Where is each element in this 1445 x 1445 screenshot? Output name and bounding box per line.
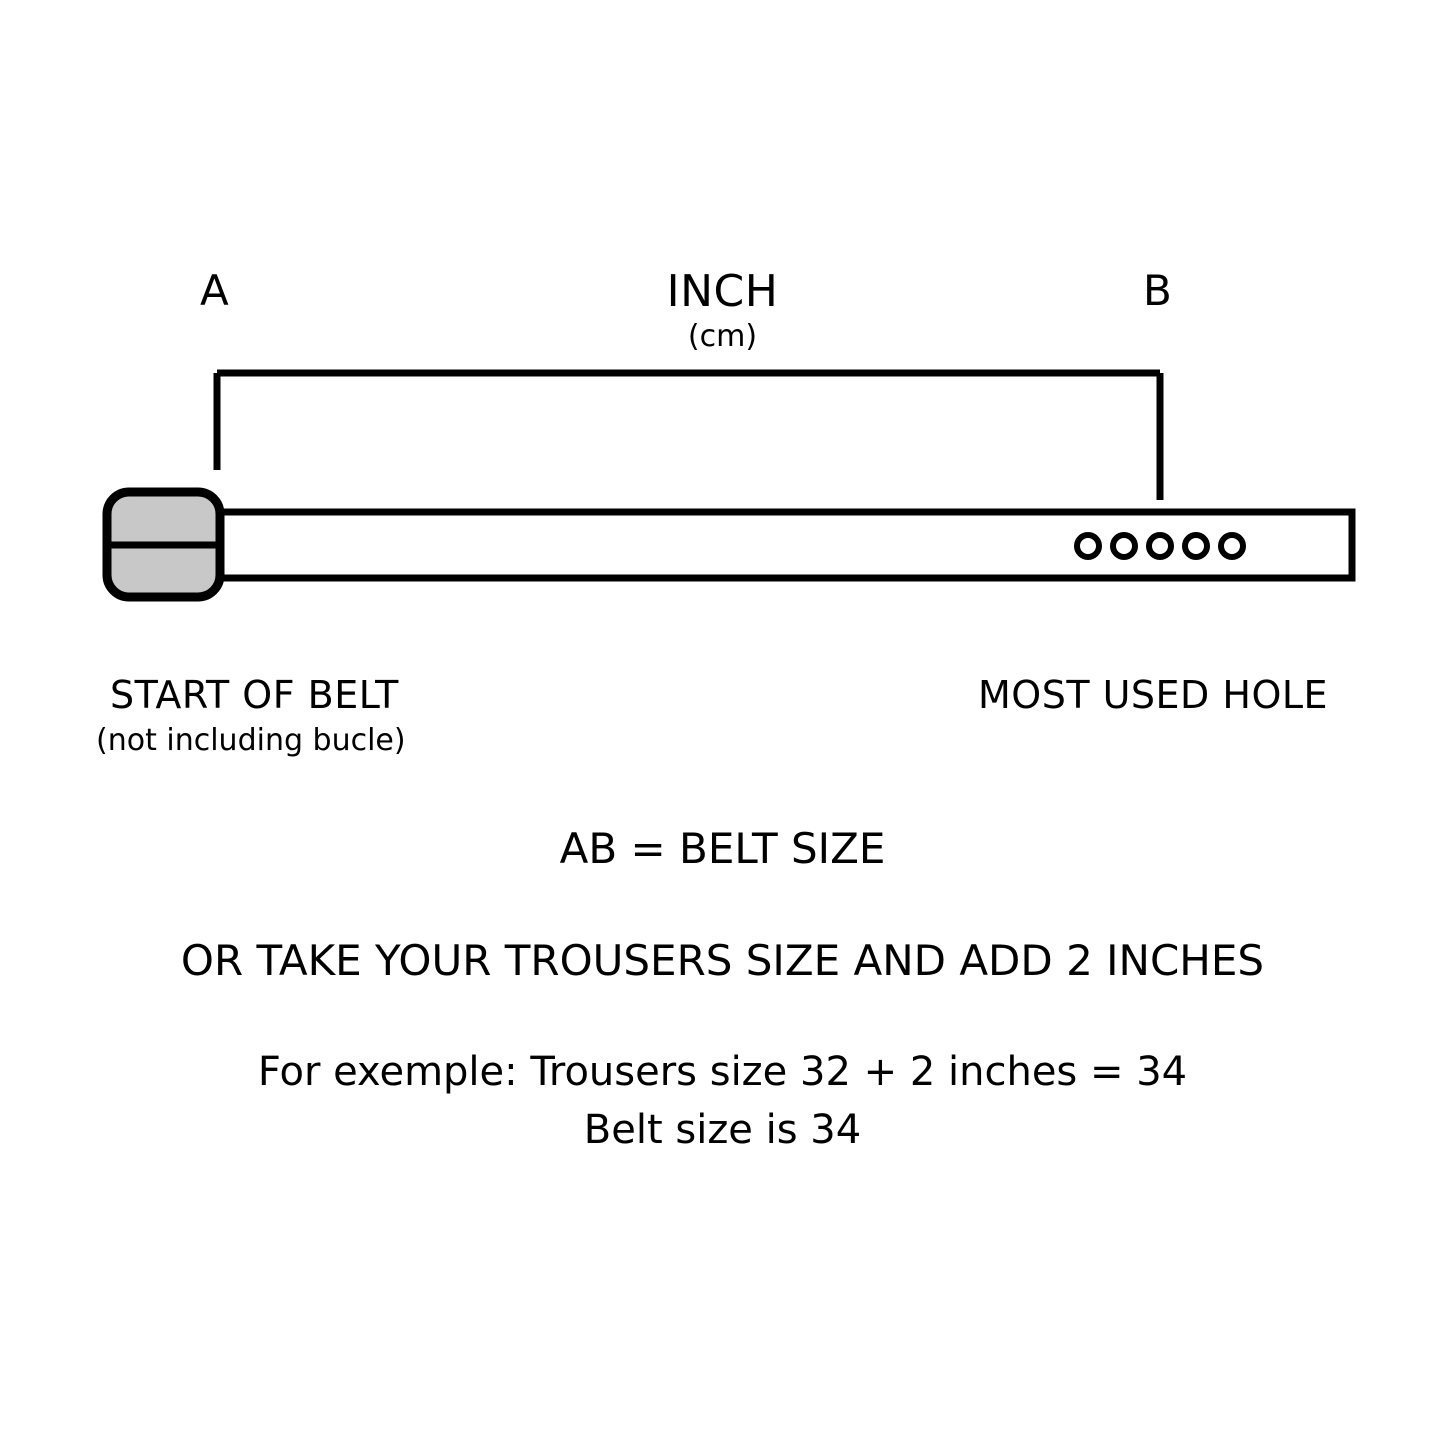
start-of-belt-sublabel: (not including bucle) bbox=[96, 723, 406, 758]
start-of-belt-label: START OF BELT bbox=[110, 673, 399, 717]
instruction-line-example: For exemple: Trousers size 32 + 2 inches = 34 bbox=[257, 1049, 1188, 1095]
belt-strap bbox=[215, 512, 1352, 578]
instruction-line-ab: AB = BELT SIZE bbox=[559, 824, 886, 873]
point-a-label: A bbox=[200, 266, 229, 315]
dimension-bracket bbox=[217, 373, 1160, 500]
point-b-label: B bbox=[1143, 266, 1172, 315]
belt-buckle bbox=[107, 492, 220, 597]
most-used-hole-label: MOST USED HOLE bbox=[978, 673, 1329, 717]
unit-inch-label: INCH bbox=[666, 266, 779, 317]
unit-cm-label: (cm) bbox=[687, 319, 758, 354]
instruction-line-result: Belt size is 34 bbox=[583, 1107, 862, 1153]
instruction-line-trousers: OR TAKE YOUR TROUSERS SIZE AND ADD 2 INCHES bbox=[180, 936, 1265, 985]
